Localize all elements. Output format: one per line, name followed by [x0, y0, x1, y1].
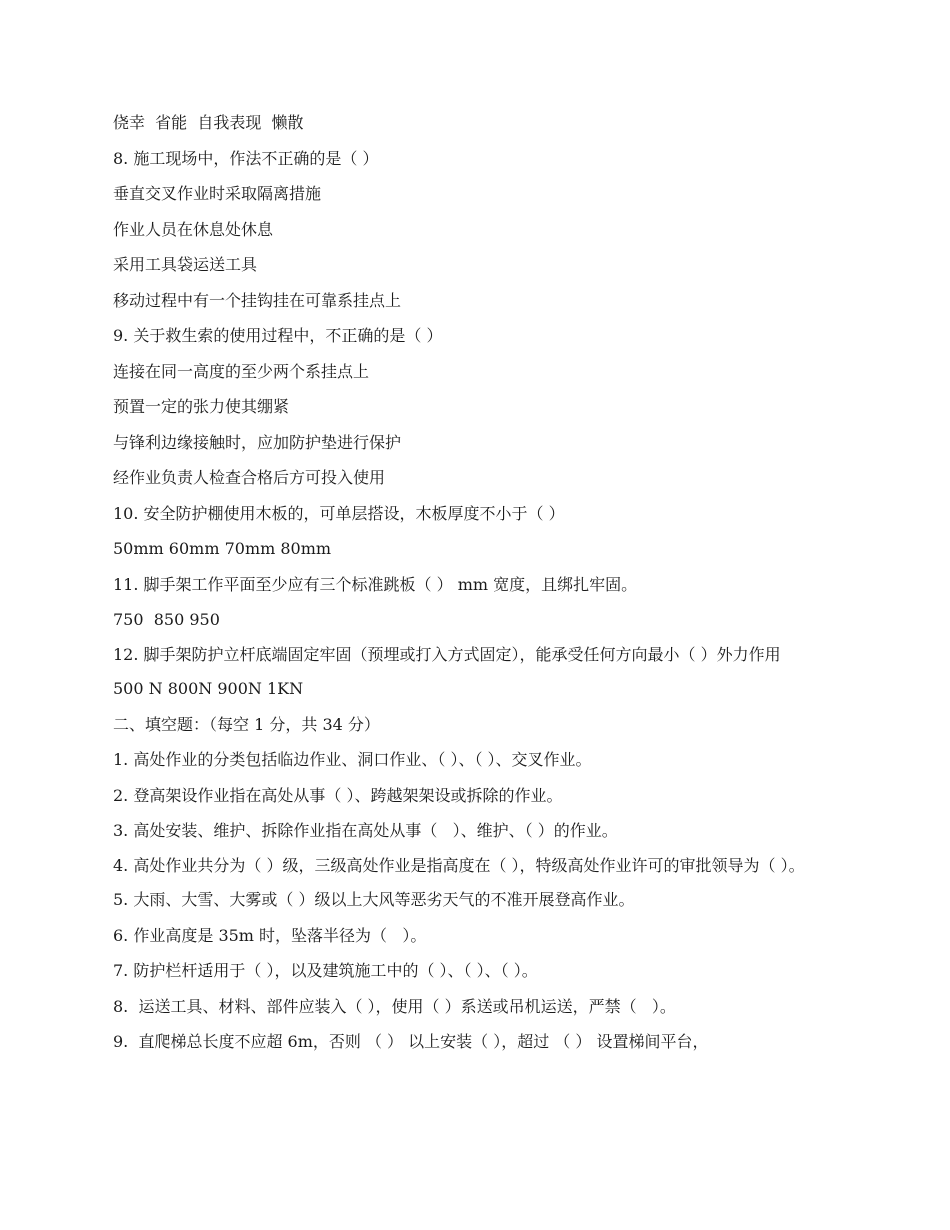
answer-options-line: 50mm 60mm 70mm 80mm [113, 539, 332, 558]
option-line: 移动过程中有一个挂钩挂在可靠系挂点上 [113, 290, 402, 310]
answer-options-line: 侥幸 省能 自我表现 懒散 [113, 113, 304, 132]
option-line: 垂直交叉作业时采取隔离措施 [113, 184, 322, 203]
section-heading-fill-in: 二、填空题：（每空 1 分，共 34 分） [113, 714, 380, 734]
question-10: 10. 安全防护棚使用木板的，可单层搭设，木板厚度不小于（ ） [113, 503, 565, 523]
option-line: 采用工具袋运送工具 [113, 255, 258, 274]
fill-question-3: 3. 高处安装、维护、拆除作业指在高处从事（ ）、维护、（ ）的作业。 [113, 821, 618, 840]
fill-question-7: 7. 防护栏杆适用于（ ），以及建筑施工中的（ ）、（ ）、（ ）。 [113, 961, 538, 980]
fill-question-9: 9. 直爬梯总长度不应超 6m，否则 （ ） 以上安装（ ），超过 （ ） 设置梯间平台， [113, 1032, 709, 1051]
question-11: 11. 脚手架工作平面至少应有三个标准跳板（ ） mm 宽度，且绑扎牢固。 [113, 574, 638, 594]
fill-question-8: 8. 运送工具、材料、部件应装入（ ），使用（ ）系送或吊机运送，严禁（ ）。 [113, 996, 676, 1016]
option-line: 与锋利边缘接触时，应加防护垫进行保护 [113, 432, 402, 452]
answer-options-line: 750 850 950 [113, 610, 220, 629]
question-9: 9. 关于救生索的使用过程中，不正确的是（ ） [113, 326, 443, 345]
option-line: 经作业负责人检查合格后方可投入使用 [113, 468, 386, 487]
fill-question-1: 1. 高处作业的分类包括临边作业、洞口作业、（ ）、（ ）、交叉作业。 [113, 750, 592, 769]
option-line: 连接在同一高度的至少两个系挂点上 [113, 361, 370, 381]
fill-question-5: 5. 大雨、大雪、大雾或（ ）级以上大风等恶劣天气的不准开展登高作业。 [113, 890, 635, 909]
fill-question-6: 6. 作业高度是 35m 时，坠落半径为（ ）。 [113, 925, 427, 945]
answer-options-line: 500 N 800N 900N 1KN [113, 679, 304, 698]
fill-question-2: 2. 登高架设作业指在高处从事（ ）、跨越架架设或拆除的作业。 [113, 785, 563, 805]
question-8: 8. 施工现场中，作法不正确的是（ ） [113, 148, 379, 168]
document-body [113, 111, 838, 1066]
option-line: 作业人员在休息处休息 [113, 219, 274, 239]
question-12: 12. 脚手架防护立杆底端固定牢固（预埋或打入方式固定），能承受任何方向最小（ ）外力作用 [113, 644, 781, 664]
option-line: 预置一定的张力使其绷紧 [113, 397, 290, 416]
fill-question-4: 4. 高处作业共分为（ ）级，三级高处作业是指高度在（ ），特级高处作业许可的审批领导为（ ）。 [113, 855, 805, 875]
